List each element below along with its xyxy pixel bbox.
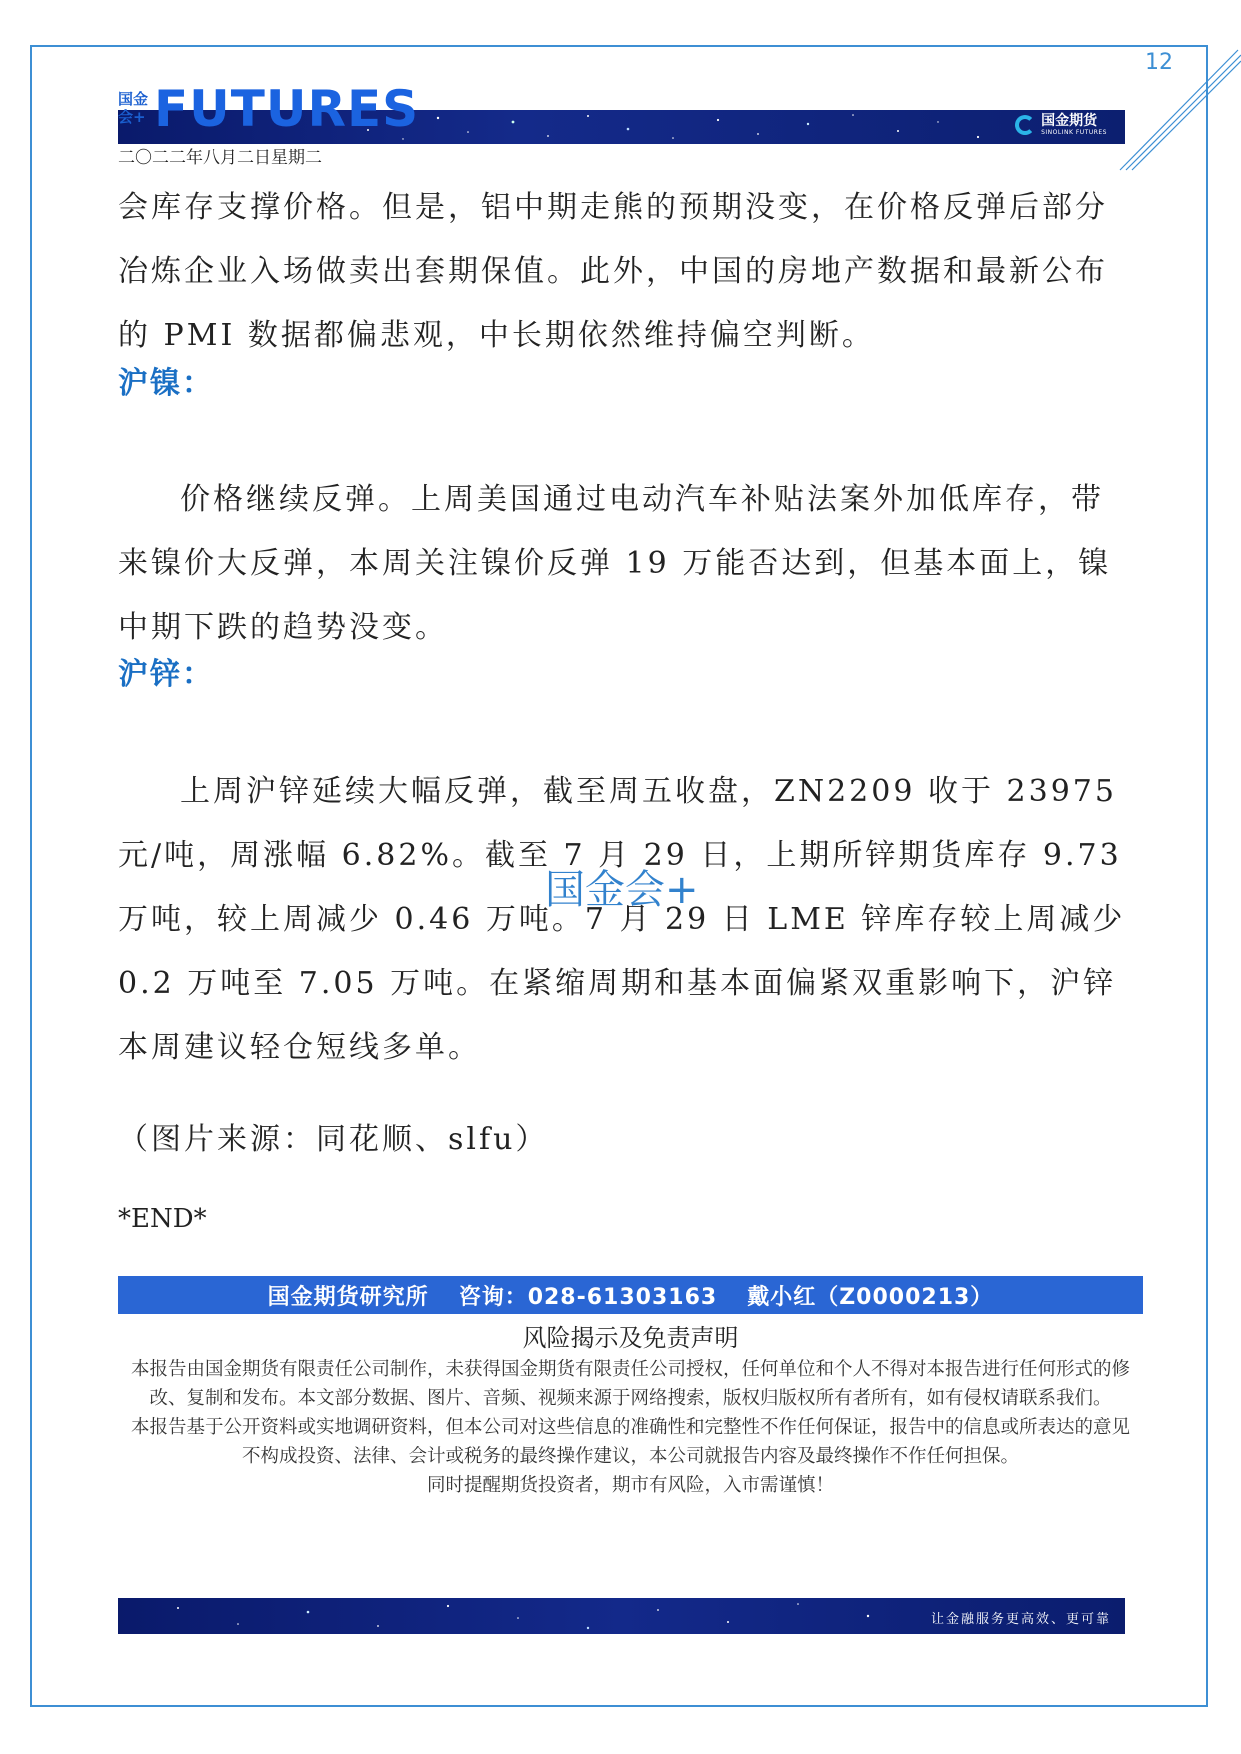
contact-bar: [118, 1276, 1143, 1314]
brand-logo: [1015, 114, 1107, 136]
watermark: 国金会+: [545, 867, 699, 913]
disclaimer-title: 风险揭示及免责声明: [522, 1324, 739, 1352]
disclaimer-paragraph-3: 同时提醒期货投资者，期市有风险，入市需谨慎！: [426, 1475, 834, 1496]
image-source-note: （图片来源：同花顺、slfu）: [118, 1122, 549, 1157]
disclaimer-paragraph-1: 本报告由国金期货有限责任公司制作，未获得国金期货有限责任公司授权，任何单位和个人不得对本报告进行任何形式的修改、复制和发布。本文部分数据、图片、音频、视频来源于网络搜索，版权归版权所有者所有，如有侵权请联系我们。: [130, 1359, 1130, 1409]
logo-small-text: 国金会+: [118, 90, 149, 126]
footer-slogan: 让金融服务更高效、更可靠: [930, 1612, 1111, 1627]
aluminum-paragraph-continued: 会库存支撑价格。但是，铝中期走熊的预期没变，在价格反弹后部分冶炼企业入场做卖出套期保值。此外，中国的房地产数据和最新公布的 PMI 数据都偏悲观，中长期依然维持偏空判断。: [118, 190, 1108, 353]
brand-circle-icon: [1015, 115, 1035, 135]
institute-name: 国金期货研究所: [267, 1284, 429, 1310]
brand-name-en: SINOLINK FUTURES: [1041, 129, 1107, 136]
page-number: 12: [1145, 50, 1173, 75]
zinc-heading: 沪锌：: [118, 657, 214, 692]
footer-banner: [118, 1598, 1125, 1634]
contact-phone: 咨询：028-61303163: [458, 1284, 718, 1310]
end-marker: *END*: [118, 1204, 207, 1234]
zinc-paragraph: 上周沪锌延续大幅反弹，截至周五收盘，ZN2209 收于 23975 元/吨，周涨幅 6.82%。截至 7 月 29 日，上期所锌期货库存 9.73 万吨，较上周减少 0.46 万吨。7 月 29 日 LME 锌库存较上周减少 0.2 万吨至 7.05 万吨。在紧缩周期和基本面偏紧双重影响下，沪锌本周建议轻仓短线多单。: [118, 774, 1126, 1065]
nickel-paragraph: 价格继续反弹。上周美国通过电动汽车补贴法案外加低库存，带来镍价大反弹，本周关注镍价反弹 19 万能否达到，但基本面上，镍中期下跌的趋势没变。: [118, 482, 1112, 645]
disclaimer-paragraph-2: 本报告基于公开资料或实地调研资料，但本公司对这些信息的准确性和完整性不作任何保证，报告中的信息或所表达的意见不构成投资、法律、会计或税务的最终操作建议，本公司就报告内容及最终操作不作任何担保。: [130, 1417, 1130, 1467]
analyst-name: 戴小红（Z0000213）: [747, 1284, 994, 1310]
report-date: 二〇二二年八月二日星期二: [118, 148, 322, 168]
nickel-heading: 沪镍：: [118, 366, 214, 401]
disclaimer-box: [118, 1314, 1143, 1594]
brand-name-cn: 国金期货: [1041, 113, 1098, 129]
logo-futures-word: FUTURES: [154, 80, 420, 138]
